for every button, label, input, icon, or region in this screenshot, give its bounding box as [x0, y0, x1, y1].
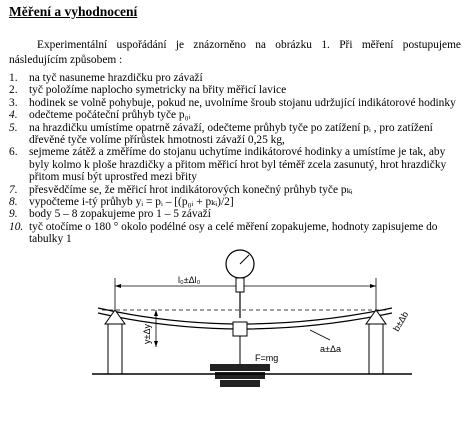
left-support [105, 310, 125, 324]
step-number: 4. [9, 109, 18, 122]
step-number: 7. [9, 183, 18, 196]
step-number: 5. [9, 121, 18, 134]
procedure-step [9, 84, 461, 96]
width-label: a±Δa [320, 344, 341, 354]
step-text: vypočteme i-tý průhyb yᵢ = pᵢ – [(p₀ᵢ + pₖᵢ)/2] [29, 196, 234, 209]
procedure-step [9, 184, 461, 196]
step-text: odečteme počáteční průhyb tyče p₀ᵢ [29, 109, 191, 122]
step-text: hodinek se volně pohybuje, pokud ne, uvolníme šroub stojanu udržující indikátorové hodinky [29, 96, 456, 109]
step-text: na hrazdičku umístíme opatrně závaží, odečteme průhyb tyče po zatížení pᵢ , pro zatížení dřevěné tyče volíme přírůstek hmotnosti závaží 0,25 kg, [29, 121, 433, 147]
step-text: body 5 – 8 zopakujeme pro 1 – 5 závaží [29, 208, 211, 221]
procedure-step [9, 208, 461, 220]
step-number: 3. [9, 96, 18, 109]
procedure-step [9, 109, 461, 121]
thickness-label: b±Δb [391, 309, 411, 333]
procedure-list [9, 72, 461, 246]
step-text: tyč položíme naplocho symetricky na břity měřicí lavice [29, 84, 287, 97]
procedure-step [9, 122, 461, 147]
procedure-step [9, 196, 461, 208]
step-text: tyč otočíme o 180 ° okolo podélné osy a celé měření zopakujeme, hodnoty zapisujeme do tabulky 1 [29, 220, 438, 246]
force-label: F=mg [255, 353, 279, 363]
step-text: sejmeme zátěž a změříme do stojanu uchytíme indikátorové hodinky a umístíme je tak, aby byly kolmo k ploše hrazdičky a přitom měřicí hrot byl téměř zcela zasunutý, hrot hrazdičky přitom musí být uprostřed mezi břity [29, 146, 447, 184]
intro-paragraph: Experimentální uspořádání je znázorněno na obrázku 1. Při měření postupujeme následujícím způsobem : [9, 39, 461, 66]
section-title: Měření a vyhodnocení [9, 4, 138, 19]
step-text: na tyč nasuneme hrazdičku pro závaží [29, 72, 203, 84]
experiment-figure [90, 248, 420, 398]
weight [210, 364, 270, 371]
step-number: 10. [9, 220, 24, 233]
length-label: l₀±Δl₀ [178, 275, 201, 285]
deflection-label: y±Δy [142, 324, 152, 344]
step-number: 2. [9, 84, 18, 97]
hanger [233, 322, 247, 336]
step-number: 1. [9, 72, 18, 84]
procedure-step [9, 72, 461, 84]
procedure-step [9, 146, 461, 183]
procedure-step [9, 97, 461, 109]
step-text: přesvědčíme se, že měřicí hrot indikátorových konečný průhyb tyče pₖᵢ [29, 183, 353, 196]
step-number: 6. [9, 146, 18, 159]
procedure-step [9, 221, 461, 246]
step-number: 8. [9, 196, 18, 209]
step-number: 9. [9, 208, 18, 221]
